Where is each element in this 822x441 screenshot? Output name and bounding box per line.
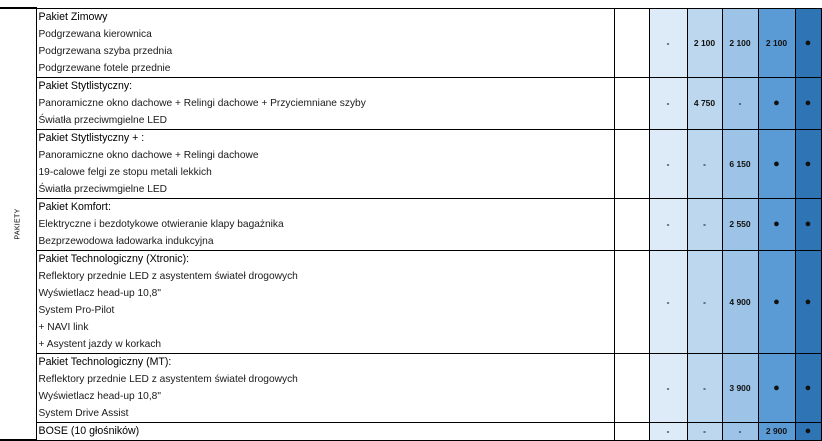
standard-equipment-dot: ● (795, 353, 821, 422)
standard-equipment-dot: ● (795, 250, 821, 353)
package-description (36, 129, 614, 198)
package-description (36, 198, 614, 250)
package-row (0, 8, 821, 77)
standard-equipment-dot: ● (758, 129, 795, 198)
price-cell: - (722, 422, 758, 440)
standard-equipment-dot: ● (795, 129, 821, 198)
package-feature: System Drive Assist (38, 407, 129, 419)
price-cell: - (649, 8, 687, 77)
standard-equipment-dot: ● (795, 198, 821, 250)
column-spacer (614, 8, 649, 77)
price-cell: 2 100 (687, 8, 722, 77)
package-row (0, 77, 821, 129)
package-row (0, 250, 821, 353)
price-cell: - (649, 422, 687, 440)
standard-equipment-dot: ● (758, 353, 795, 422)
package-title: Pakiet Technologiczny (MT): (38, 355, 172, 368)
price-cell: 2 900 (758, 422, 795, 440)
package-row (0, 198, 821, 250)
column-spacer (614, 129, 649, 198)
price-cell: - (687, 422, 722, 440)
price-cell: - (649, 250, 687, 353)
package-title: Pakiet Zimowy (38, 10, 108, 23)
package-row (0, 353, 821, 422)
package-feature: 19-calowe felgi ze stopu metali lekkich (38, 166, 212, 178)
column-spacer (614, 422, 649, 440)
package-feature: Reflektory przednie LED z asystentem świateł drogowych (38, 270, 298, 282)
price-cell: - (649, 353, 687, 422)
column-spacer (614, 250, 649, 353)
package-feature: Wyświetlacz head-up 10,8" (38, 390, 161, 402)
price-cell: - (687, 250, 722, 353)
package-row (0, 422, 821, 440)
package-feature: Panoramiczne okno dachowe + Relingi dachowe (38, 149, 259, 161)
package-description (36, 353, 614, 422)
package-feature: Bezprzewodowa ładowarka indukcyjna (38, 235, 214, 247)
packages-table (0, 7, 822, 441)
package-description (36, 77, 614, 129)
column-spacer (614, 77, 649, 129)
package-feature: Reflektory przednie LED z asystentem świateł drogowych (38, 373, 298, 385)
price-cell: - (687, 353, 722, 422)
column-spacer (614, 353, 649, 422)
package-title: Pakiet Stytlistyczny: (38, 79, 133, 92)
price-cell: 4 900 (722, 250, 758, 353)
price-cell: - (649, 77, 687, 129)
price-cell: 2 100 (758, 8, 795, 77)
package-description (36, 250, 614, 353)
standard-equipment-dot: ● (758, 77, 795, 129)
price-cell: - (649, 129, 687, 198)
package-feature: Światła przeciwmgielne LED (38, 114, 168, 126)
package-feature: Panoramiczne okno dachowe + Relingi dachowe + Przyciemniane szyby (38, 97, 366, 109)
price-cell: - (649, 198, 687, 250)
package-title: Pakiet Komfort: (38, 200, 111, 213)
standard-equipment-dot: ● (795, 8, 821, 77)
package-title: Pakiet Technologiczny (Xtronic): (38, 252, 190, 265)
price-cell: 4 750 (687, 77, 722, 129)
price-cell: 3 900 (722, 353, 758, 422)
price-cell: 2 100 (722, 8, 758, 77)
package-title: Pakiet Stytlistyczny + : (38, 131, 145, 144)
standard-equipment-dot: ● (758, 250, 795, 353)
standard-equipment-dot: ● (795, 422, 821, 440)
package-feature: Elektryczne i bezdotykowe otwieranie klapy bagażnika (38, 218, 284, 230)
package-feature: Podgrzewana kierownica (38, 28, 152, 40)
price-cell: - (722, 77, 758, 129)
section-label: PAKIETY (14, 208, 22, 240)
package-description (36, 422, 614, 440)
price-cell: - (687, 198, 722, 250)
price-cell: 6 150 (722, 129, 758, 198)
package-description (36, 8, 614, 77)
section-side-label (0, 8, 36, 440)
package-feature: Podgrzewana szyba przednia (38, 45, 173, 57)
column-spacer (614, 198, 649, 250)
package-feature: Podgrzewane fotele przednie (38, 62, 171, 74)
standard-equipment-dot: ● (758, 198, 795, 250)
price-cell: - (687, 129, 722, 198)
package-feature: System Pro-Pilot (38, 304, 115, 316)
price-cell: 2 550 (722, 198, 758, 250)
package-feature: Światła przeciwmgielne LED (38, 183, 168, 195)
package-title: BOSE (10 głośników) (38, 424, 140, 437)
package-feature: Wyświetlacz head-up 10,8" (38, 287, 161, 299)
package-row (0, 129, 821, 198)
package-feature: + NAVI link (38, 321, 89, 333)
package-feature: + Asystent jazdy w korkach (38, 338, 162, 350)
standard-equipment-dot: ● (795, 77, 821, 129)
